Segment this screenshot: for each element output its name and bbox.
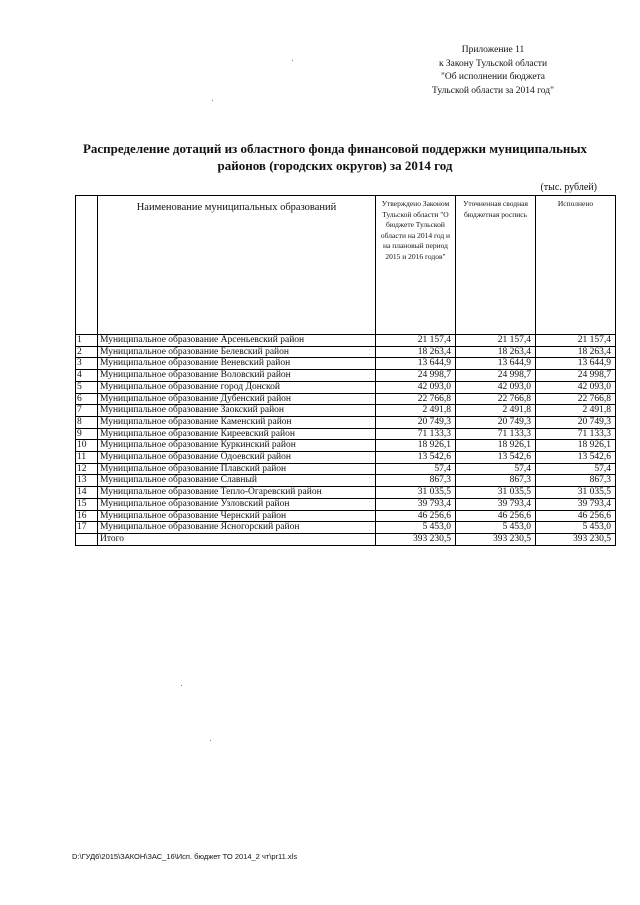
row-number: 3 (76, 358, 98, 370)
table-row (76, 370, 616, 382)
row-executed: 46 256,6 (536, 510, 616, 522)
row-refined: 71 133,3 (456, 428, 536, 440)
row-refined: 20 749,3 (456, 416, 536, 428)
table-row (76, 522, 616, 534)
row-name: Муниципальное образование город Донской (98, 381, 376, 393)
row-approved: 13 542,6 (376, 452, 456, 464)
row-name: Муниципальное образование Белевский район (98, 346, 376, 358)
row-executed: 5 453,0 (536, 522, 616, 534)
total-label: Итого (98, 533, 376, 545)
row-executed: 21 157,4 (536, 335, 616, 347)
row-executed: 18 926,1 (536, 440, 616, 452)
row-approved: 46 256,6 (376, 510, 456, 522)
title-line-2: районов (городских округов) за 2014 год (217, 158, 453, 173)
row-name: Муниципальное образование Узловский район (98, 498, 376, 510)
row-refined: 867,3 (456, 475, 536, 487)
row-number: 9 (76, 428, 98, 440)
row-refined: 18 926,1 (456, 440, 536, 452)
row-approved: 39 793,4 (376, 498, 456, 510)
total-executed: 393 230,5 (536, 533, 616, 545)
appendix-line-2: к Закону Тульской области (438, 58, 548, 69)
table-row (76, 498, 616, 510)
table-row (76, 393, 616, 405)
total-refined: 393 230,5 (456, 533, 536, 545)
table-row (76, 416, 616, 428)
row-number: 5 (76, 381, 98, 393)
row-name: Муниципальное образование Веневский район (98, 358, 376, 370)
row-number: 12 (76, 463, 98, 475)
row-number: 16 (76, 510, 98, 522)
table-row (76, 428, 616, 440)
row-number: 6 (76, 393, 98, 405)
total-number-cell (76, 533, 98, 545)
appendix-line-3: "Об исполнении бюджета (440, 72, 546, 82)
header-number-cell (76, 196, 98, 335)
row-executed: 20 749,3 (536, 416, 616, 428)
row-number: 7 (76, 405, 98, 417)
units-label: (тыс. рублей) (540, 182, 597, 193)
file-path-footer: D:\ГУД6\2015\ЗАКОН\ЗАС_16\Исп. бюджет ТО 2014_2 чт\pr11.xls (72, 852, 298, 861)
row-refined: 22 766,8 (456, 393, 536, 405)
row-number: 8 (76, 416, 98, 428)
row-executed: 22 766,8 (536, 393, 616, 405)
row-name: Муниципальное образование Каменский район (98, 416, 376, 428)
row-executed: 2 491,8 (536, 405, 616, 417)
row-number: 13 (76, 475, 98, 487)
row-approved: 18 263,4 (376, 346, 456, 358)
row-number: 2 (76, 346, 98, 358)
header-approved: Утверждено Законом Тульской области "О бюджете Тульской области на 2014 год и на плановый период 2015 и 2016 годов" (376, 196, 456, 335)
header-executed: Исполнено (536, 196, 616, 335)
row-approved: 13 644,9 (376, 358, 456, 370)
row-approved: 2 491,8 (376, 405, 456, 417)
row-approved: 57,4 (376, 463, 456, 475)
row-executed: 39 793,4 (536, 498, 616, 510)
table-row (76, 335, 616, 347)
header-name: Наименование муниципальных образований (98, 196, 376, 335)
row-refined: 31 035,5 (456, 487, 536, 499)
row-refined: 39 793,4 (456, 498, 536, 510)
row-refined: 13 644,9 (456, 358, 536, 370)
table-row (76, 358, 616, 370)
row-name: Муниципальное образование Арсеньевский район (98, 335, 376, 347)
row-executed: 31 035,5 (536, 487, 616, 499)
row-number: 4 (76, 370, 98, 382)
row-approved: 867,3 (376, 475, 456, 487)
appendix-block (432, 44, 554, 98)
row-name: Муниципальное образование Славный (98, 475, 376, 487)
row-approved: 31 035,5 (376, 487, 456, 499)
row-number: 15 (76, 498, 98, 510)
table-row (76, 510, 616, 522)
row-executed: 13 644,9 (536, 358, 616, 370)
appendix-line-4: Тульской области за 2014 год" (432, 85, 554, 96)
row-executed: 867,3 (536, 475, 616, 487)
row-executed: 13 542,6 (536, 452, 616, 464)
scan-speck (292, 60, 293, 61)
row-name: Муниципальное образование Тепло-Огаревский район (98, 487, 376, 499)
row-name: Муниципальное образование Дубенский район (98, 393, 376, 405)
row-refined: 18 263,4 (456, 346, 536, 358)
scan-speck (181, 685, 182, 686)
table-row (76, 381, 616, 393)
table-row (76, 346, 616, 358)
row-executed: 42 093,0 (536, 381, 616, 393)
table-row (76, 463, 616, 475)
row-approved: 71 133,3 (376, 428, 456, 440)
row-name: Муниципальное образование Ясногорский район (98, 522, 376, 534)
row-name: Муниципальное образование Киреевский район (98, 428, 376, 440)
table-row (76, 475, 616, 487)
row-executed: 71 133,3 (536, 428, 616, 440)
row-refined: 13 542,6 (456, 452, 536, 464)
table-row (76, 440, 616, 452)
row-name: Муниципальное образование Куркинский район (98, 440, 376, 452)
row-refined: 2 491,8 (456, 405, 536, 417)
row-number: 14 (76, 487, 98, 499)
row-refined: 57,4 (456, 463, 536, 475)
row-refined: 24 998,7 (456, 370, 536, 382)
row-name: Муниципальное образование Чернский район (98, 510, 376, 522)
title-line-1: Распределение дотаций из областного фонда финансовой поддержки муниципальных (82, 141, 588, 156)
row-executed: 24 998,7 (536, 370, 616, 382)
row-number: 10 (76, 440, 98, 452)
row-approved: 20 749,3 (376, 416, 456, 428)
row-refined: 42 093,0 (456, 381, 536, 393)
row-executed: 18 263,4 (536, 346, 616, 358)
row-number: 11 (76, 452, 98, 464)
row-refined: 46 256,6 (456, 510, 536, 522)
row-refined: 21 157,4 (456, 335, 536, 347)
row-approved: 22 766,8 (376, 393, 456, 405)
scan-speck (210, 740, 211, 741)
table-row (76, 487, 616, 499)
table-row (76, 405, 616, 417)
row-approved: 18 926,1 (376, 440, 456, 452)
row-refined: 5 453,0 (456, 522, 536, 534)
appendix-line-1: Приложение 11 (461, 45, 525, 55)
row-name: Муниципальное образование Заокский район (98, 405, 376, 417)
document-title (60, 140, 610, 174)
row-name: Муниципальное образование Воловский район (98, 370, 376, 382)
row-number: 17 (76, 522, 98, 534)
total-row (76, 533, 616, 545)
row-approved: 5 453,0 (376, 522, 456, 534)
table-header-row (76, 196, 616, 335)
row-name: Муниципальное образование Одоевский район (98, 452, 376, 464)
header-refined: Уточненная сводная бюджетная роспись (456, 196, 536, 335)
row-name: Муниципальное образование Плавский район (98, 463, 376, 475)
row-approved: 24 998,7 (376, 370, 456, 382)
row-number: 1 (76, 335, 98, 347)
subsidies-table (75, 195, 616, 546)
row-approved: 42 093,0 (376, 381, 456, 393)
total-approved: 393 230,5 (376, 533, 456, 545)
table-row (76, 452, 616, 464)
row-executed: 57,4 (536, 463, 616, 475)
scan-speck (212, 100, 213, 101)
row-approved: 21 157,4 (376, 335, 456, 347)
